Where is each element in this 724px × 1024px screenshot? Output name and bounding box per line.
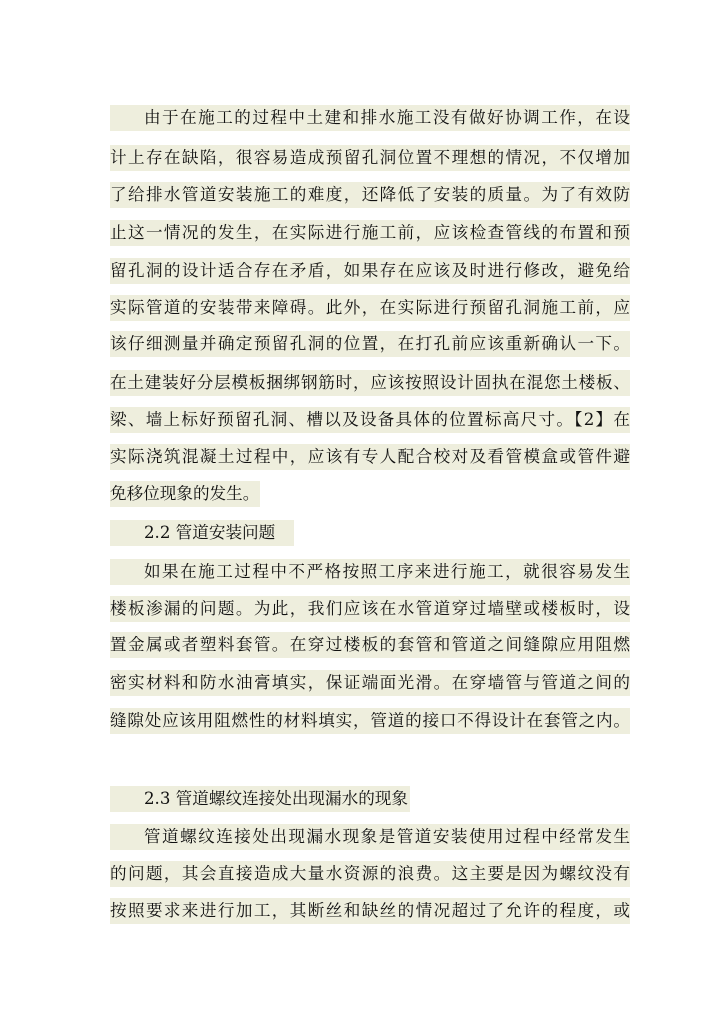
paragraph-1-line: 计上存在缺陷，很容易造成预留孔洞位置不理想的情况，不仅增加 — [110, 145, 630, 171]
paragraph-1-line: 实际浇筑混凝土过程中，应该有专人配合校对及看管模盒或管件避 — [110, 444, 630, 470]
paragraph-1-line: 免移位现象的发生。 — [110, 481, 260, 507]
paragraph-3-line: 的问题，其会直接造成大量水资源的浪费。这主要是因为螺纹没有 — [110, 861, 630, 887]
paragraph-1-line: 留孔洞的设计适合存在矛盾，如果存在应该及时进行修改，避免给 — [110, 258, 630, 284]
paragraph-1-line: 实际管道的安装带来障碍。此外，在实际进行预留孔洞施工前，应 — [110, 295, 630, 321]
paragraph-2-line: 楼板渗漏的问题。为此，我们应该在水管道穿过墙壁或楼板时，设 — [110, 596, 630, 622]
paragraph-2-line: 缝隙处应该用阻燃性的材料填实，管道的接口不得设计在套管之内。 — [110, 708, 630, 734]
section-heading-2-3: 2.3 管道螺纹连接处出现漏水的现象 — [110, 786, 410, 812]
paragraph-3-line: 按照要求来进行加工，其断丝和缺丝的情况超过了允许的程度，或 — [110, 898, 630, 924]
paragraph-1-line: 在土建装好分层模板捆绑钢筋时，应该按照设计固执在混您土楼板、 — [110, 370, 630, 396]
paragraph-2-line: 置金属或者塑料套管。在穿过楼板的套管和管道之间缝隙应用阻燃 — [110, 632, 630, 658]
paragraph-1-line: 梁、墙上标好预留孔洞、槽以及设备具体的位置标高尺寸。【2】在 — [110, 407, 630, 433]
paragraph-1-line: 该仔细测量并确定预留孔洞的位置，在打孔前应该重新确认一下。 — [110, 331, 630, 357]
paragraph-1-line: 了给排水管道安装施工的难度，还降低了安装的质量。为了有效防 — [110, 182, 630, 208]
paragraph-1-line: 由于在施工的过程中土建和排水施工没有做好协调工作，在设 — [110, 105, 630, 131]
paragraph-3-line: 管道螺纹连接处出现漏水现象是管道安装使用过程中经常发生 — [110, 824, 630, 850]
paragraph-2-line: 密实材料和防水油膏填实，保证端面光滑。在穿墙管与管道之间的 — [110, 670, 630, 696]
paragraph-1-line: 止这一情况的发生，在实际进行施工前，应该检查管线的布置和预 — [110, 220, 630, 246]
section-heading-2-2: 2.2 管道安装问题 — [110, 520, 294, 546]
paragraph-2-line: 如果在施工过程中不严格按照工序来进行施工，就很容易发生 — [110, 559, 630, 585]
